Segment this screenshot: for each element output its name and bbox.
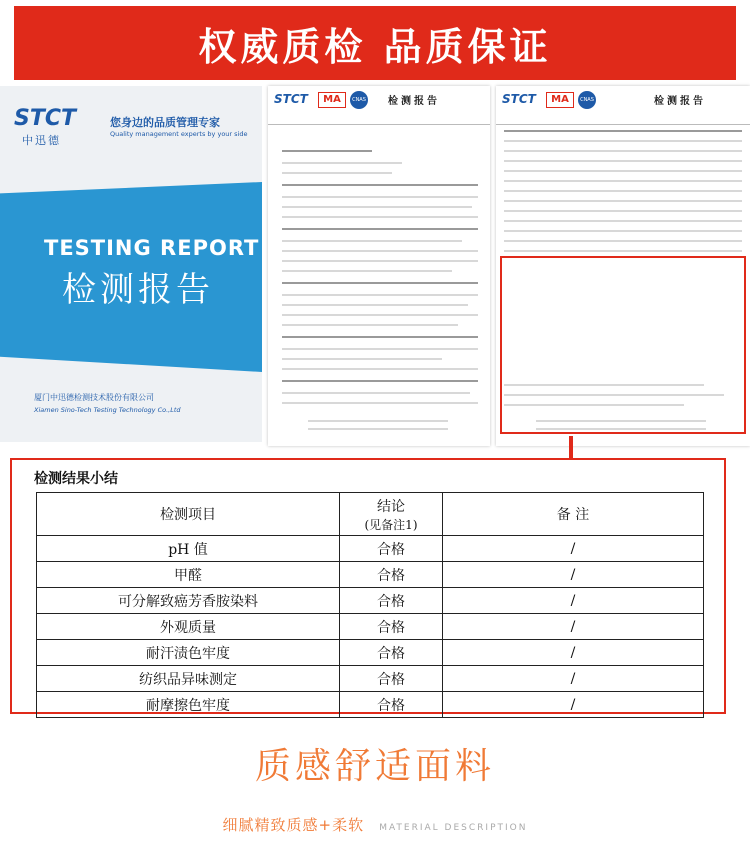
text-line	[282, 314, 478, 316]
header-conclusion-label: 结论	[377, 498, 405, 515]
text-line	[308, 420, 448, 422]
row-item: pH 值	[37, 536, 340, 562]
header-item: 检测项目	[37, 493, 340, 536]
row-remark: /	[443, 562, 704, 588]
report-page-title: 检测报告	[388, 96, 440, 107]
row-item: 耐汗渍色牢度	[37, 640, 340, 666]
text-line	[282, 324, 458, 326]
row-remark: /	[443, 640, 704, 666]
text-line	[282, 184, 478, 186]
row-item: 耐摩擦色牢度	[37, 692, 340, 718]
text-line	[282, 380, 478, 382]
text-line	[282, 206, 472, 208]
report-logo: STCT	[502, 92, 536, 106]
table-header-row	[37, 493, 704, 536]
text-line	[282, 402, 478, 404]
table-row	[37, 640, 704, 666]
cover-title-cn: 检测报告	[62, 270, 214, 310]
text-line	[282, 392, 470, 394]
table-row	[37, 536, 704, 562]
text-line	[282, 304, 468, 306]
row-remark: /	[443, 536, 704, 562]
row-result: 合格	[340, 536, 443, 562]
row-result: 合格	[340, 666, 443, 692]
text-line	[282, 196, 478, 198]
text-line	[282, 162, 402, 164]
cnas-badge: CNAS	[350, 91, 368, 109]
text-line	[504, 180, 742, 182]
report-cover	[0, 86, 262, 442]
text-line	[504, 250, 742, 252]
text-line	[504, 160, 742, 162]
cover-slogan-en: Quality management experts by your side	[110, 130, 248, 138]
cnas-badge: CNAS	[578, 91, 596, 109]
report-page-title: 检测报告	[654, 96, 706, 107]
subtitle-en: MATERIAL DESCRIPTION	[379, 823, 528, 833]
text-line	[504, 150, 742, 152]
cover-company-en: Xiamen Sino-Tech Testing Technology Co.,Ltd	[34, 406, 181, 414]
table-row	[37, 666, 704, 692]
row-remark: /	[443, 614, 704, 640]
text-line	[504, 230, 742, 232]
row-remark: /	[443, 692, 704, 718]
text-line	[504, 170, 742, 172]
row-result: 合格	[340, 692, 443, 718]
row-item: 纺织品异味测定	[37, 666, 340, 692]
text-line	[282, 228, 478, 230]
text-line	[282, 250, 478, 252]
text-line	[308, 428, 448, 430]
summary-title: 检测结果小结	[34, 471, 118, 487]
text-line	[282, 240, 462, 242]
text-line	[504, 200, 742, 202]
table-row	[37, 562, 704, 588]
banner-title: 权威质检 品质保证	[198, 24, 552, 69]
stct-logo: STCT	[14, 106, 77, 131]
text-line	[282, 216, 478, 218]
text-line	[282, 270, 452, 272]
results-table	[36, 492, 704, 718]
text-line	[504, 190, 742, 192]
text-line	[504, 130, 742, 132]
ma-badge: MA	[318, 92, 346, 108]
row-remark: /	[443, 588, 704, 614]
ma-badge: MA	[546, 92, 574, 108]
row-result: 合格	[340, 562, 443, 588]
section-title: 质感舒适面料	[254, 746, 495, 787]
text-line	[282, 368, 478, 370]
cover-slogan: 您身边的品质管理专家	[110, 116, 220, 129]
report-page-header	[268, 86, 490, 125]
top-banner	[14, 6, 736, 80]
text-line	[504, 210, 742, 212]
highlight-box	[500, 256, 746, 434]
text-line	[504, 140, 742, 142]
section-subtitle	[0, 814, 750, 835]
row-item: 外观质量	[37, 614, 340, 640]
report-page-1	[268, 86, 490, 446]
text-line	[504, 220, 742, 222]
row-remark: /	[443, 666, 704, 692]
row-item: 可分解致癌芳香胺染料	[37, 588, 340, 614]
row-result: 合格	[340, 588, 443, 614]
row-result: 合格	[340, 640, 443, 666]
header-conclusion	[340, 493, 443, 536]
text-line	[282, 294, 478, 296]
report-logo: STCT	[274, 92, 308, 106]
cover-title-en: TESTING REPORT	[44, 236, 260, 260]
results-summary	[10, 458, 726, 714]
logo-subtitle: 中迅德	[22, 134, 61, 147]
text-line	[282, 358, 442, 360]
text-line	[282, 260, 478, 262]
table-row	[37, 588, 704, 614]
text-line	[282, 348, 478, 350]
table-row	[37, 614, 704, 640]
report-page-header	[496, 86, 750, 125]
row-item: 甲醛	[37, 562, 340, 588]
table-row	[37, 692, 704, 718]
text-line	[504, 240, 742, 242]
header-remark: 备 注	[443, 493, 704, 536]
text-line	[282, 150, 372, 152]
text-line	[282, 336, 478, 338]
header-conclusion-note: (见备注1)	[364, 517, 418, 532]
row-result: 合格	[340, 614, 443, 640]
cover-company: 厦门中迅德检测技术股份有限公司	[34, 393, 154, 402]
text-line	[282, 282, 478, 284]
text-line	[282, 172, 392, 174]
subtitle-cn: 细腻精致质感+柔软	[222, 816, 365, 834]
